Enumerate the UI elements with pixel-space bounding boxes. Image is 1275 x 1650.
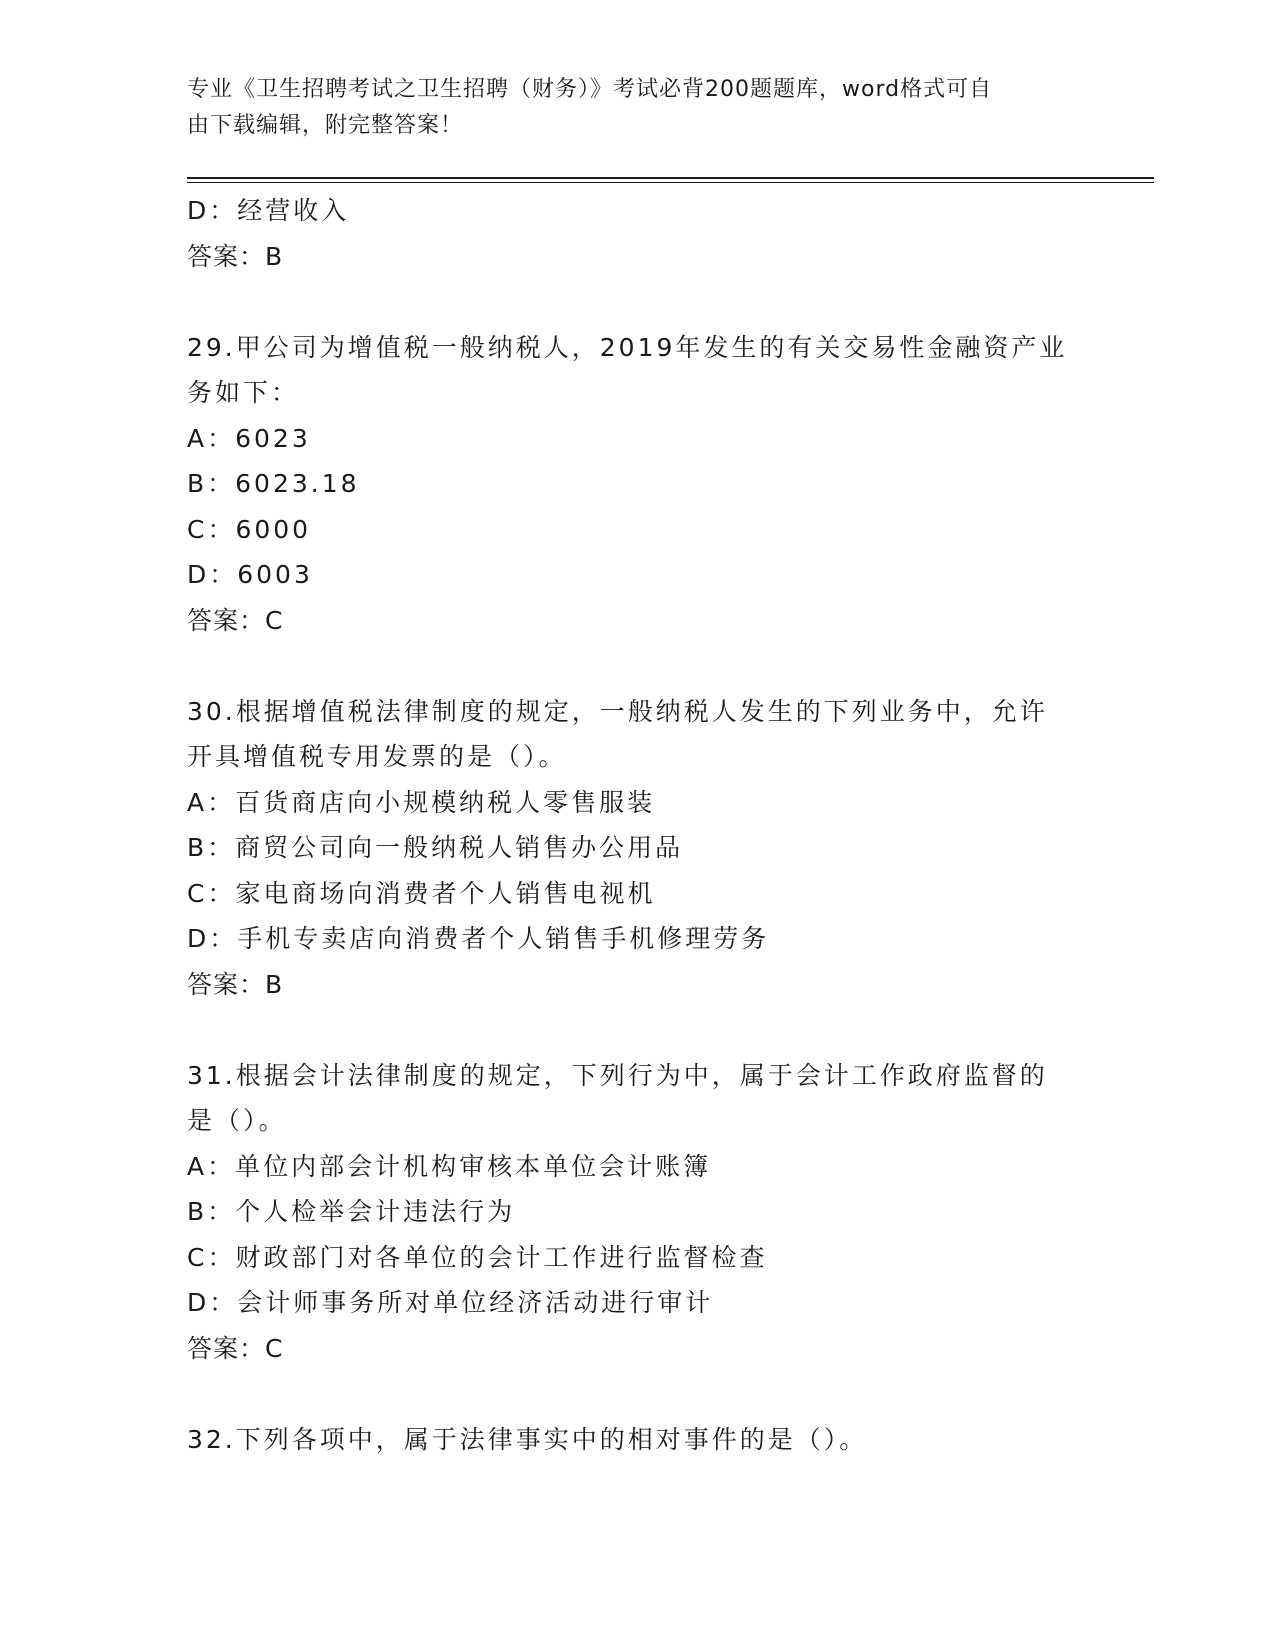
question-31 <box>187 1053 1087 1372</box>
spacer <box>187 643 1087 689</box>
option-b: B：个人检举会计违法行为 <box>187 1197 516 1226</box>
spacer <box>187 1371 1087 1417</box>
option-b: B：商贸公司向一般纳税人销售办公用品 <box>187 833 684 862</box>
document-header <box>187 72 1087 144</box>
header-rule-thin <box>187 182 1154 183</box>
answer: 答案：C <box>187 1333 284 1363</box>
spacer <box>187 1007 1087 1053</box>
option-c: C：财政部门对各单位的会计工作进行监督检查 <box>187 1242 768 1272</box>
option-d: D：手机专卖店向消费者个人销售手机修理劳务 <box>187 924 770 953</box>
option-c: C：6000 <box>187 514 312 544</box>
answer: 答案：C <box>187 605 284 635</box>
answer: 答案：B <box>187 241 284 271</box>
answer: 答案：B <box>187 969 284 999</box>
question-text-line-2: 开具增值税专用发票的是（）。 <box>187 742 567 771</box>
question-32 <box>187 1417 1087 1463</box>
question-text-line-1: 29.甲公司为增值税一般纳税人，2019年发生的有关交易性金融资产业 <box>187 332 1068 362</box>
option-d: D：会计师事务所对单位经济活动进行审计 <box>187 1288 714 1317</box>
question-text-line-2: 是（）。 <box>187 1106 287 1135</box>
question-text-line-1: 30.根据增值税法律制度的规定，一般纳税人发生的下列业务中，允许 <box>187 696 1048 726</box>
question-text-line-1: 32.下列各项中，属于法律事实中的相对事件的是（）。 <box>187 1424 868 1454</box>
question-29 <box>187 325 1087 644</box>
option-a: A：单位内部会计机构审核本单位会计账簿 <box>187 1151 712 1181</box>
question-text-line-2: 务如下： <box>187 378 300 407</box>
header-line-2: 由下载编辑，附完整答案！ <box>187 113 464 138</box>
question-30 <box>187 689 1087 1008</box>
option-d: D：经营收入 <box>187 196 350 225</box>
option-a: A：6023 <box>187 423 311 453</box>
question-content <box>187 188 1087 1462</box>
header-rule-thick <box>187 177 1154 179</box>
option-d: D：6003 <box>187 560 313 589</box>
option-a: A：百货商店向小规模纳税人零售服装 <box>187 787 656 817</box>
option-b: B：6023.18 <box>187 469 360 498</box>
spacer <box>187 279 1087 325</box>
question-text-line-1: 31.根据会计法律制度的规定，下列行为中，属于会计工作政府监督的 <box>187 1060 1048 1090</box>
header-line-1: 专业《卫生招聘考试之卫生招聘（财务）》考试必背200题题库，word格式可自 <box>187 77 993 102</box>
option-c: C：家电商场向消费者个人销售电视机 <box>187 878 656 908</box>
